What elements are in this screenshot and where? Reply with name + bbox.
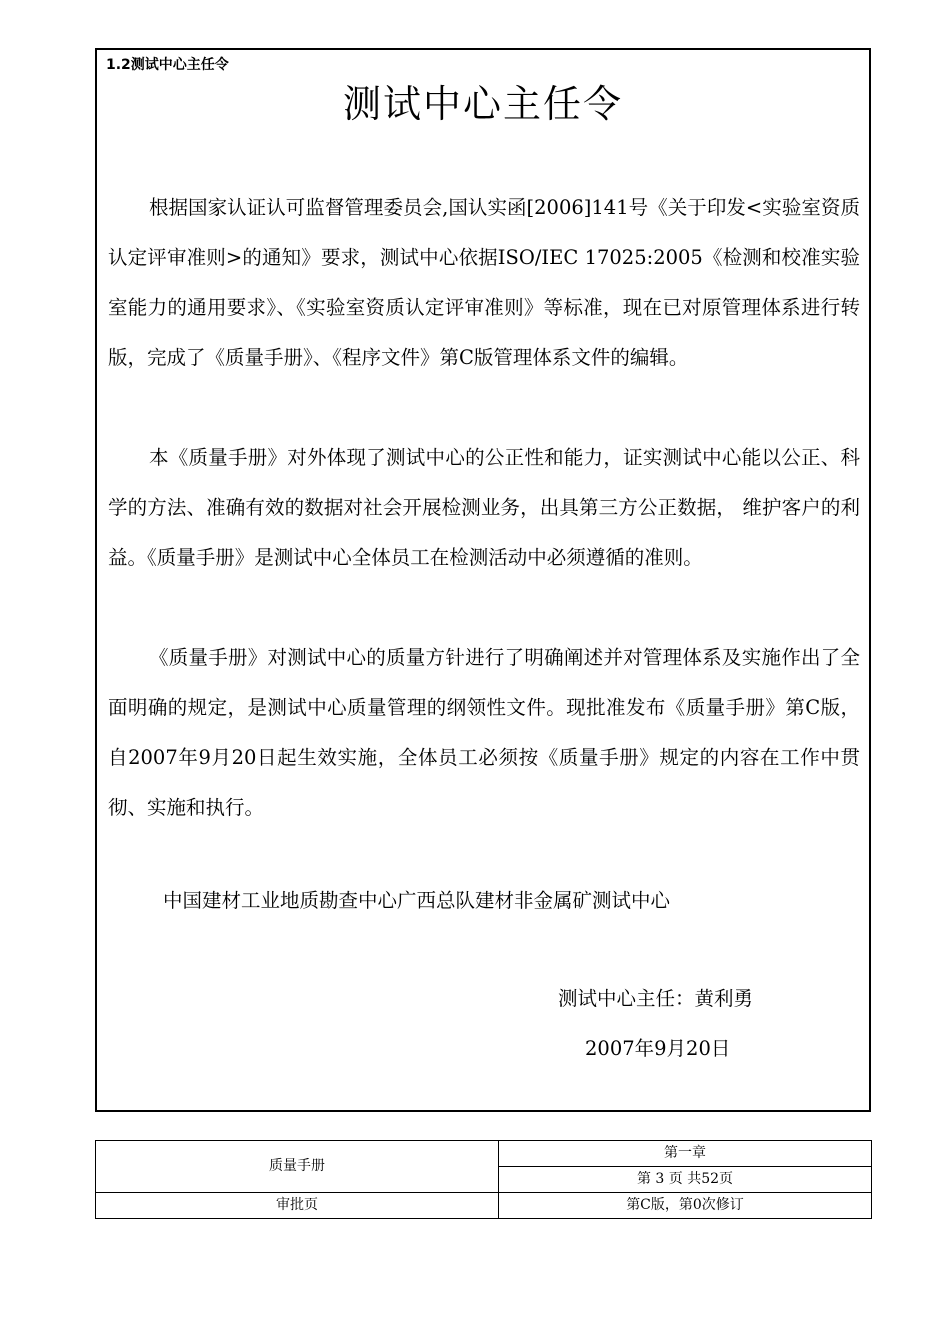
footer-page-info: 第 3 页 共52页 — [499, 1167, 872, 1193]
paragraph-1: 根据国家认证认可监督管理委员会,国认实函[2006]141号《关于印发<实验室资质认定评审准则>的通知》要求，测试中心依据ISO/IEC 17025:2005《检测和校准实验室能力的通用要求》、《实验室资质认定评审准则》等标准，现在已对原管理体系进行转版，完成了《质量手册》、《程序文件》第C版管理体系文件的编辑。 — [108, 196, 860, 369]
sign-date: 2007年9月20日 — [585, 1037, 731, 1060]
signer-line: 测试中心主任：黄利勇 — [558, 987, 754, 1010]
footer-version: 第C版，第0次修订 — [499, 1193, 872, 1219]
footer-chapter: 第一章 — [499, 1141, 872, 1167]
paragraph-2: 本《质量手册》对外体现了测试中心的公正性和能力，证实测试中心能以公正、科学的方法、准确有效的数据对社会开展检测业务，出具第三方公正数据， 维护客户的利益。《质量手册》是测试中心全体员工在检测活动中必须遵循的准则。 — [108, 446, 860, 569]
document-frame — [95, 48, 871, 1112]
paragraph-3: 《质量手册》对测试中心的质量方针进行了明确阐述并对管理体系及实施作出了全面明确的规定，是测试中心质量管理的纲领性文件。现批准发布《质量手册》第C版，自2007年9月20日起生效实施，全体员工必须按《质量手册》规定的内容在工作中贯彻、实施和执行。 — [108, 646, 860, 819]
footer-manual-name: 质量手册 — [96, 1141, 499, 1193]
organization-name: 中国建材工业地质勘查中心广西总队建材非金属矿测试中心 — [163, 889, 671, 912]
footer-page-type: 审批页 — [96, 1193, 499, 1219]
footer-table — [95, 1140, 872, 1219]
section-label: 1.2测试中心主任令 — [106, 57, 229, 73]
page-title: 测试中心主任令 — [342, 82, 623, 126]
